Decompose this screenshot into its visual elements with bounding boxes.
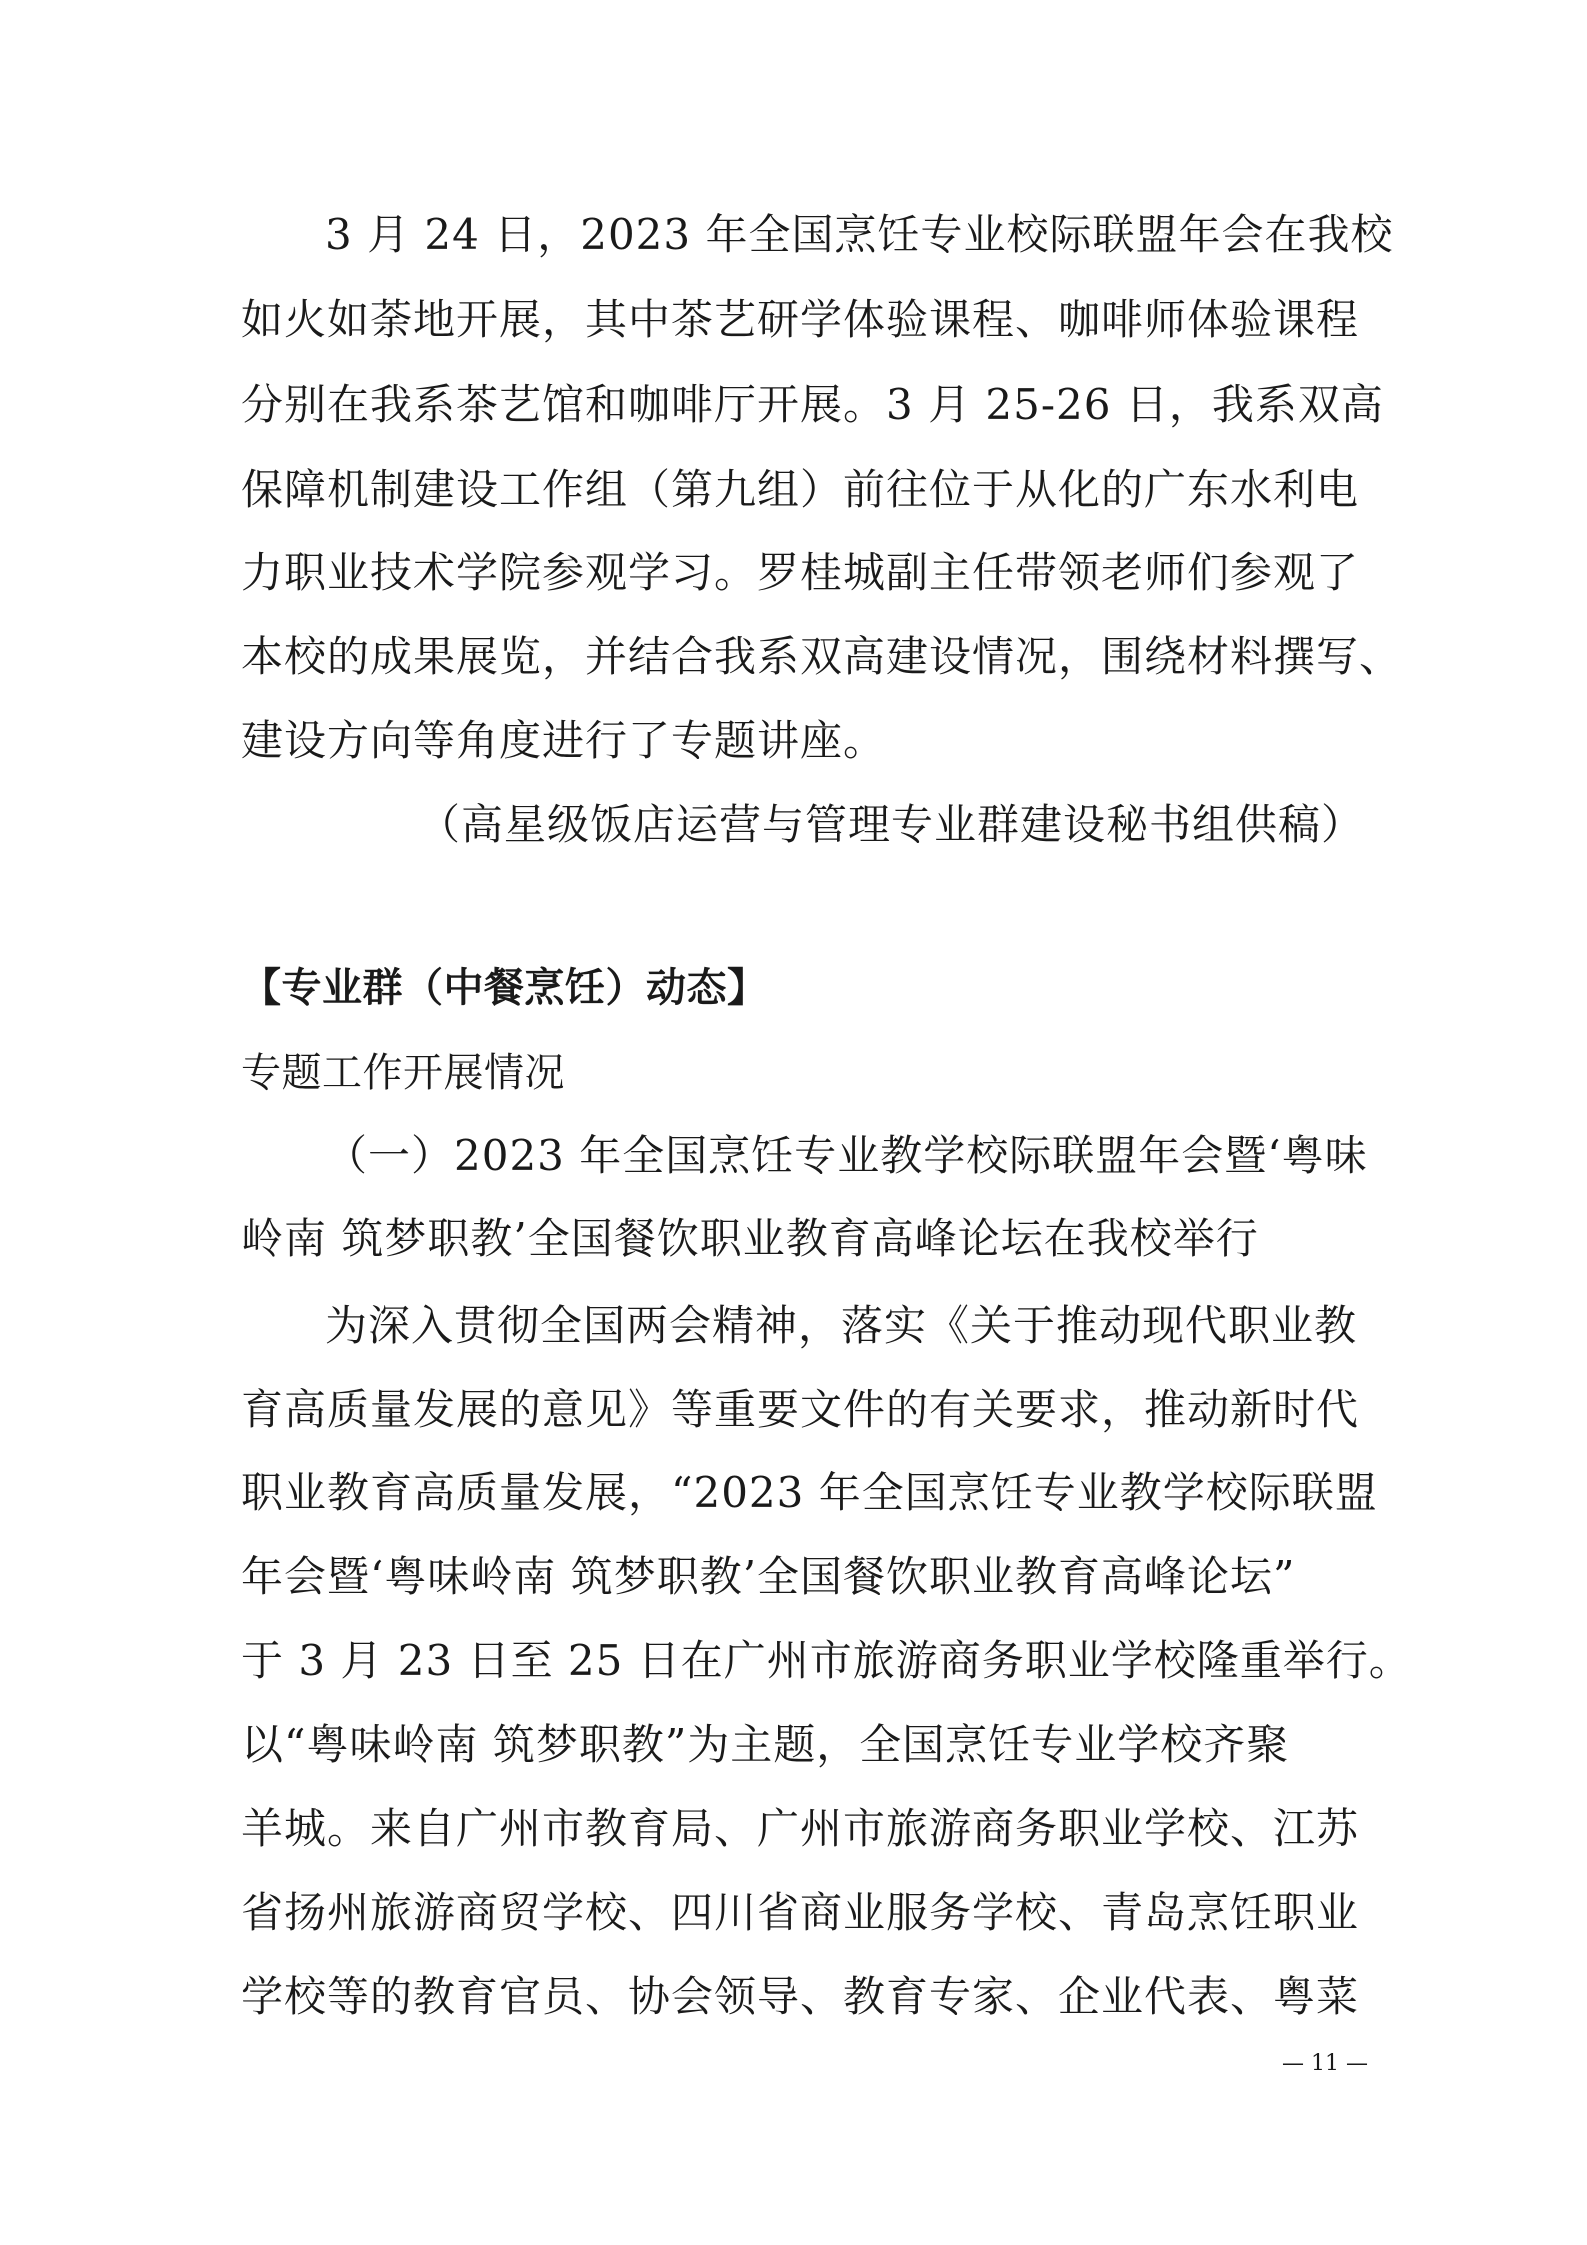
- section-heading: 【专业群（中餐烹饪）动态】: [241, 965, 768, 1011]
- paragraph-line: 职业教育高质量发展，“2023 年全国烹饪专业教学校际联盟: [241, 1468, 1378, 1517]
- item-title-line: （一）2023 年全国烹饪专业教学校际联盟年会暨‘粤味: [325, 1131, 1368, 1180]
- paragraph-line: 学校等的教育官员、协会领导、教育专家、企业代表、粤菜: [241, 1972, 1360, 2021]
- paragraph-line: 于 3 月 23 日至 25 日在广州市旅游商务职业学校隆重举行。: [241, 1636, 1412, 1685]
- paragraph-line: 建设方向等角度进行了专题讲座。: [241, 716, 887, 765]
- paragraph-line: 年会暨‘粤味岭南 筑梦职教’全国餐饮职业教育高峰论坛”: [241, 1552, 1296, 1601]
- paragraph-line: 力职业技术学院参观学习。罗桂城副主任带领老师们参观了: [241, 548, 1360, 597]
- paragraph-line: 3 月 24 日，2023 年全国烹饪专业校际联盟年会在我校: [325, 210, 1394, 259]
- paragraph-line: 以“粤味岭南 筑梦职教”为主题，全国烹饪专业学校齐聚: [241, 1720, 1290, 1769]
- paragraph-line: 为深入贯彻全国两会精神，落实《关于推动现代职业教: [325, 1301, 1358, 1350]
- paragraph-line: 如火如荼地开展，其中茶艺研学体验课程、咖啡师体验课程: [241, 295, 1360, 344]
- credit-line: （高星级饭店运营与管理专业群建设秘书组供稿）: [418, 800, 1365, 849]
- item-title-line: 岭南 筑梦职教’全国餐饮职业教育高峰论坛在我校举行: [241, 1214, 1259, 1263]
- paragraph-line: 省扬州旅游商贸学校、四川省商业服务学校、青岛烹饪职业: [241, 1888, 1360, 1937]
- paragraph-line: 分别在我系茶艺馆和咖啡厅开展。3 月 25-26 日，我系双高: [241, 380, 1384, 429]
- paragraph-line: 羊城。来自广州市教育局、广州市旅游商务职业学校、江苏: [241, 1804, 1360, 1853]
- page-number: — 11 —: [1282, 2051, 1368, 2076]
- paragraph-line: 育高质量发展的意见》等重要文件的有关要求，推动新时代: [241, 1385, 1360, 1434]
- paragraph-line: 保障机制建设工作组（第九组）前往位于从化的广东水利电: [241, 465, 1360, 514]
- paragraph-line: 本校的成果展览，并结合我系双高建设情况，围绕材料撰写、: [241, 632, 1403, 681]
- subheading: 专题工作开展情况: [241, 1050, 565, 1096]
